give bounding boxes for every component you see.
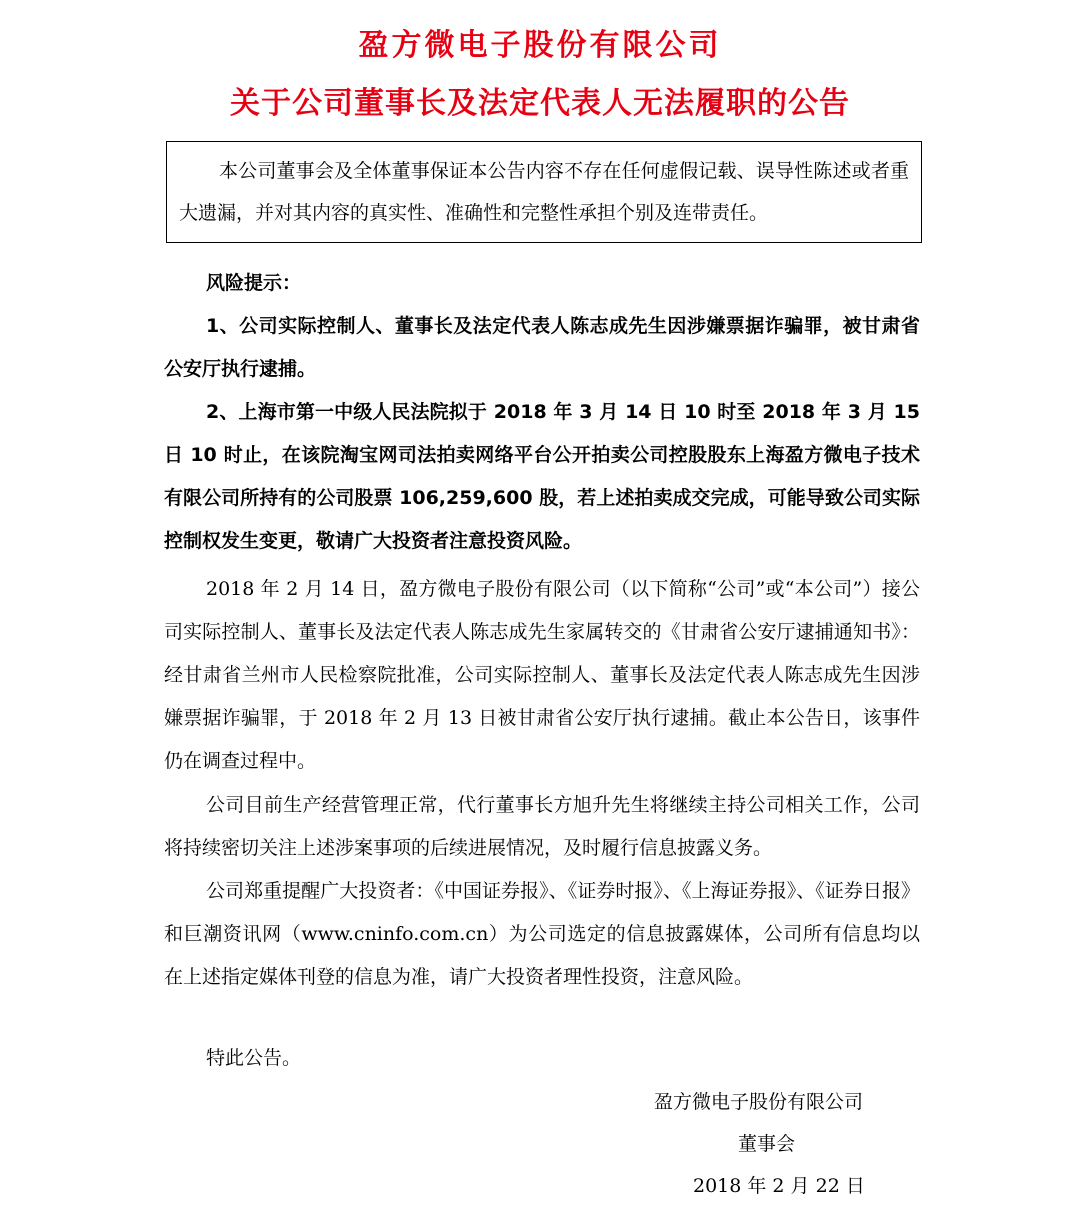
disclaimer-text: 本公司董事会及全体董事保证本公告内容不存在任何虚假记载、误导性陈述或者重大遗漏，并对其内容的真实性、准确性和完整性承担个别及连带责任。: [179, 160, 909, 224]
risk-item-2: 2、上海市第一中级人民法院拟于 2018 年 3 月 14 日 10 时至 2018 年 3 月 15 日 10 时止，在该院淘宝网司法拍卖网络平台公开拍卖公司控股股东上海盈方微电子技术有限公司所持有的公司股票 106,259,600 股，若上述拍卖成交完成，可能导致公司实际控制权发生变更，敬请广大投资者注意投资风险。: [164, 401, 920, 552]
announcement-title: 关于公司董事长及法定代表人无法履职的公告: [230, 86, 850, 121]
paragraph-media-notice: 公司郑重提醒广大投资者：《中国证券报》、《证券时报》、《上海证券报》、《证券日报》和巨潮资讯网（www.cninfo.com.cn）为公司选定的信息披露媒体，公司所有信息均以在上述指定媒体刊登的信息为准，请广大投资者理性投资，注意风险。: [164, 880, 920, 988]
signature-date: 2018 年 2 月 22 日: [693, 1175, 865, 1197]
paragraph-arrest-details: 2018 年 2 月 14 日，盈方微电子股份有限公司（以下简称“公司”或“本公司”）接公司实际控制人、董事长及法定代表人陈志成先生家属转交的《甘肃省公安厅逮捕通知书》：经甘肃省兰州市人民检察院批准，公司实际控制人、董事长及法定代表人陈志成先生因涉嫌票据诈骗罪，于 2018 年 2 月 13 日被甘肃省公安厅执行逮捕。截止本公告日，该事件仍在调查过程中。: [164, 578, 920, 772]
signature-company: 盈方微电子股份有限公司: [654, 1091, 864, 1113]
company-title: 盈方微电子股份有限公司: [358, 28, 722, 63]
disclaimer-box: [166, 141, 922, 243]
risk-heading: 风险提示：: [206, 272, 302, 294]
risk-item-1: 1、公司实际控制人、董事长及法定代表人陈志成先生因涉嫌票据诈骗罪，被甘肃省公安厅执行逮捕。: [164, 315, 920, 380]
paragraph-operations: 公司目前生产经营管理正常，代行董事长方旭升先生将继续主持公司相关工作，公司将持续密切关注上述涉案事项的后续进展情况，及时履行信息披露义务。: [164, 794, 920, 859]
closing-line: 特此公告。: [206, 1047, 302, 1069]
signature-board: 董事会: [738, 1133, 796, 1155]
